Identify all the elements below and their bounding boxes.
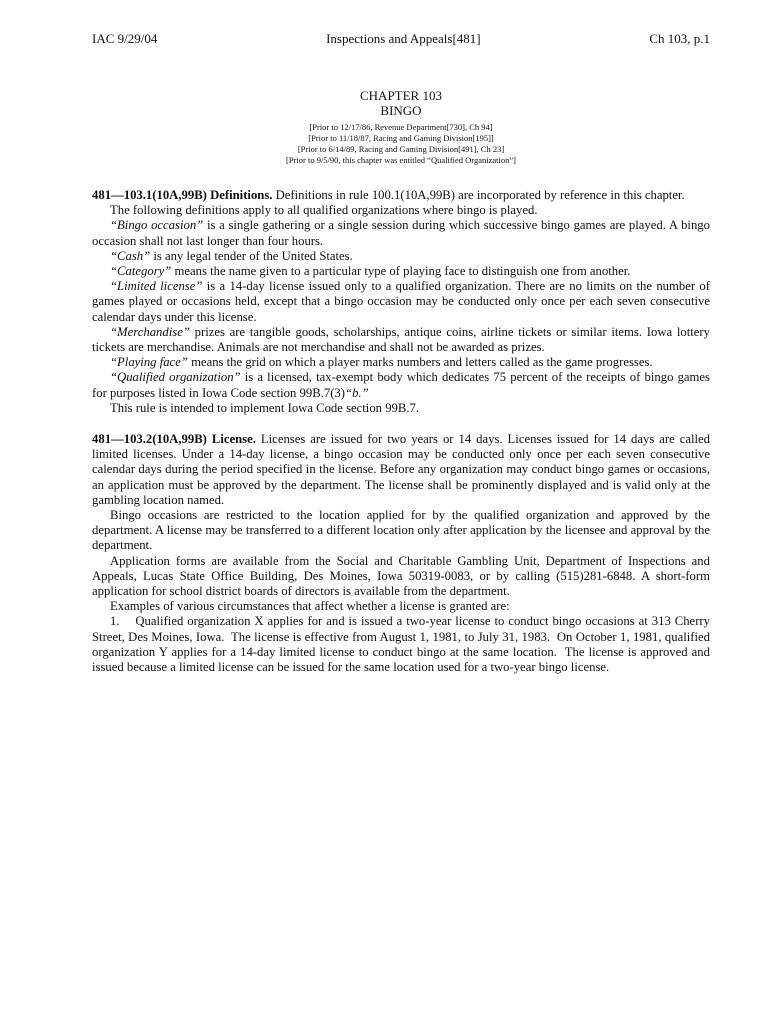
- rule-103-2-para3: Application forms are available from the Social and Charitable Gambling Unit, Department of Inspections and Appeals, Lucas State Office Building, Des Moines, Iowa 50319-0083, or by calling (515)281-6848. A short-form application for school district boards of directors is available from the department.: [92, 553, 710, 599]
- definition-qualified-organization: [92, 370, 710, 400]
- rule-intro-text: Definitions in rule 100.1(10A,99B) are incorporated by reference in this chapter.: [272, 188, 685, 202]
- rule-title: Definitions.: [210, 188, 273, 202]
- example-text: Qualified organization X applies for and is issued a two-year license to conduct bingo occasions at 313 Cherry Street, Des Moines, Iowa. The license is effective from August 1, 1981, to July 31, 1983. On October 1, 1981, qualified organization Y applies for a 14-day limited license to conduct bingo at the same location. The license is approved and issued because a limited license can be issued for the same location used for a two-year bingo license.: [92, 614, 714, 675]
- definition-playing-face: [92, 355, 710, 370]
- definition-cash: [92, 249, 710, 264]
- chapter-heading: [92, 88, 710, 166]
- running-header: [92, 30, 710, 48]
- definition-term: “Merchandise”: [110, 324, 190, 339]
- definition-suffix: “b.”: [345, 385, 369, 400]
- definition-text: means the grid on which a player marks numbers and letters called as the game progresses.: [187, 355, 653, 370]
- history-line: [Prior to 9/5/90, this chapter was entitled “Qualified Organization”]: [286, 155, 516, 165]
- example-1: [92, 614, 714, 675]
- rule-103-2-para1: [92, 432, 710, 508]
- chapter-subject: BINGO: [380, 103, 422, 118]
- rule-title: License.: [211, 432, 256, 447]
- rule-103-1-intro: [92, 188, 710, 203]
- definition-term: “Qualified organization”: [110, 370, 241, 385]
- definition-term: “Limited license”: [110, 279, 203, 294]
- definition-merchandise: [92, 325, 710, 355]
- history-line: [Prior to 6/14/89, Racing and Gaming Division[491], Ch 23]: [297, 144, 505, 154]
- rule-103-2-para2: Bingo occasions are restricted to the location applied for by the qualified organization and approved by the department. A license may be transferred to a different location only after application by the licensee and approval by the department.: [92, 508, 710, 553]
- definition-text: is any legal tender of the United States.: [150, 248, 353, 263]
- rule-text: Licenses are issued for two years or 14 days. Licenses issued for 14 days are called limited licenses. Under a 14-day license, a bingo occasion may be conducted only once per each seven consecutive calendar days during the period specified in the license. Before any organization may conduct bingo games or occasions, an application must be approved by the department. The license shall be prominently displayed and is valid only at the gambling location named.: [92, 432, 711, 507]
- history-line: [Prior to 11/18/87, Racing and Gaming Division[195]]: [308, 133, 494, 143]
- document-page: [92, 30, 714, 675]
- definition-text: prizes are tangible goods, scholarships, antique coins, airline tickets or similar items. Iowa lottery tickets are merchandise. Animals are not merchandise and shall not be awarded as prizes.: [92, 324, 710, 355]
- definition-limited-license: [92, 279, 710, 325]
- rule-number: 481—103.1(10A,99B): [92, 188, 207, 202]
- chapter-body: [92, 188, 714, 675]
- rule-number: 481—103.2(10A,99B): [92, 432, 207, 447]
- definition-text: is a 14-day license issued only to a qualified organization. There are no limits on the number of games played or occasions held, except that a bingo occasion may be conducted only once per each seven consecutive calendar days under this license.: [92, 279, 710, 324]
- definitions-applies: The following definitions apply to all qualified organizations where bingo is played.: [110, 203, 538, 218]
- chapter-history: [92, 122, 710, 166]
- implementation-note: This rule is intended to implement Iowa Code section 99B.7.: [110, 400, 420, 415]
- example-number: 1.: [110, 614, 120, 629]
- header-agency: Inspections and Appeals[481]: [326, 31, 481, 46]
- rule-103-2-para4: Examples of various circumstances that affect whether a license is granted are:: [110, 599, 510, 614]
- header-page-number: Ch 103, p.1: [649, 31, 710, 46]
- chapter-title: CHAPTER 103: [360, 88, 442, 103]
- definition-text: is a licensed, tax-exempt body which dedicates 75 percent of the receipts of bingo games for purposes listed in Iowa Code section 99B.7(3): [92, 370, 710, 400]
- definition-term: “Category”: [110, 264, 172, 279]
- definition-term: “Bingo occasion”: [110, 218, 204, 233]
- definition-text: means the name given to a particular type of playing face to distinguish one from another.: [171, 264, 631, 279]
- history-line: [Prior to 12/17/86, Revenue Department[730], Ch 94]: [309, 122, 493, 132]
- definition-bingo-occasion: [92, 218, 710, 248]
- definition-term: “Playing face”: [110, 355, 188, 370]
- definition-term: “Cash”: [110, 248, 151, 263]
- definition-text: is a single gathering or a single session during which successive bingo games are played. A bingo occasion shall not last longer than four hours.: [92, 218, 710, 248]
- definition-category: [92, 264, 710, 279]
- header-date: IAC 9/29/04: [92, 31, 158, 46]
